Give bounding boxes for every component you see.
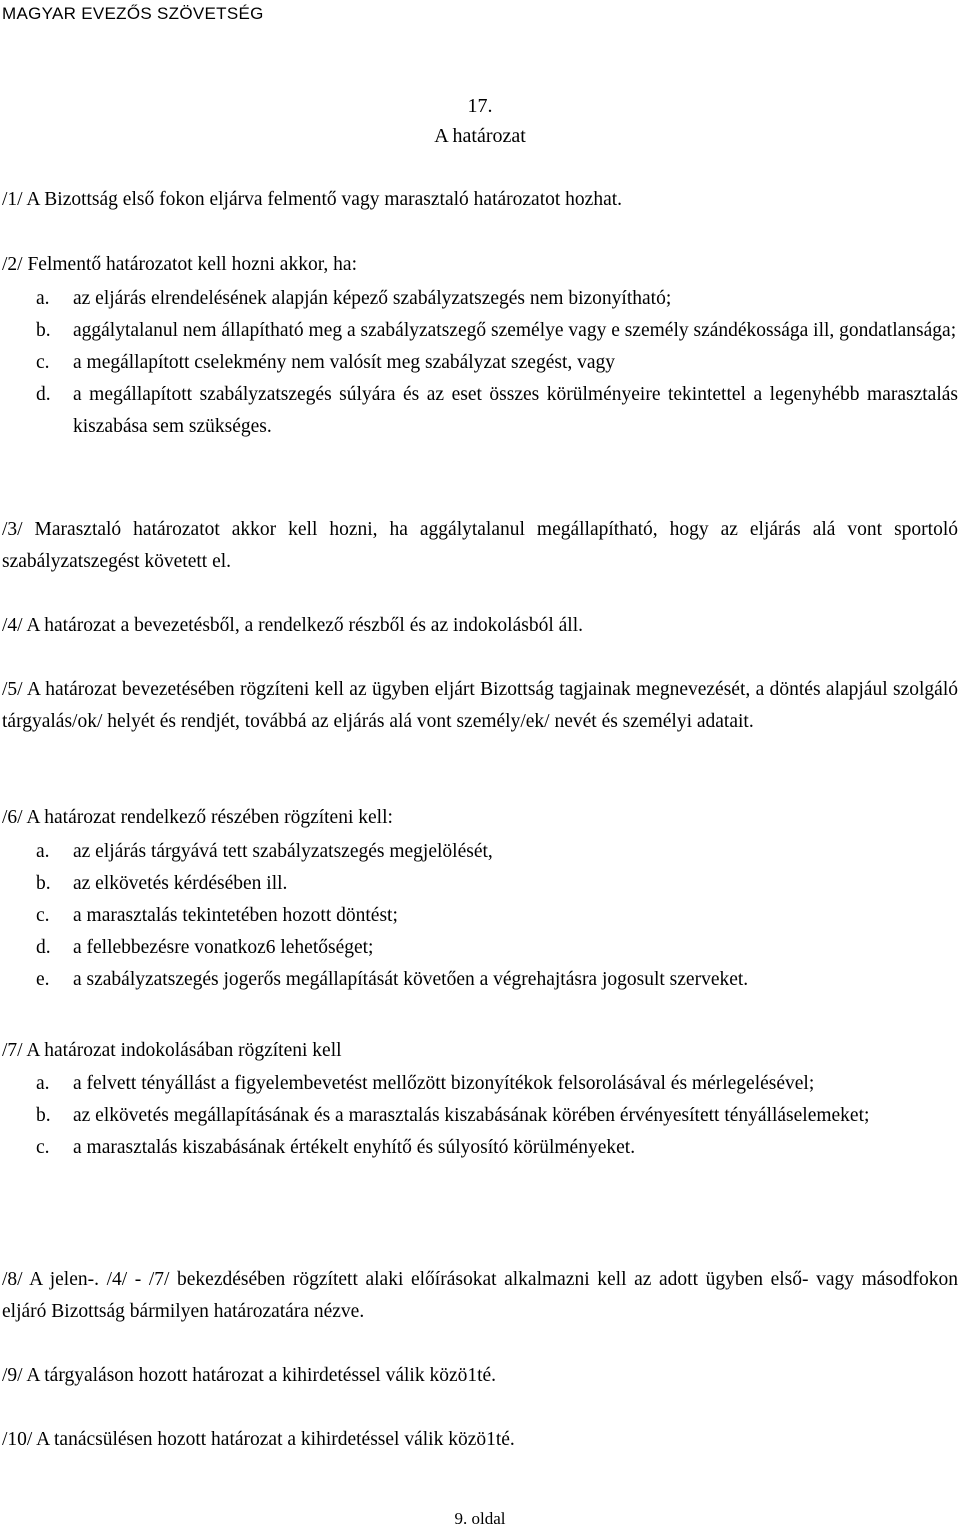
paragraph-5: /5/ A határozat bevezetésében rögzíteni kell az ügyben eljárt Bizottság tagjainak megnevezését, a döntés alapjául szolgáló tárgyalás/ok/ helyét és rendjét, továbbá az eljárás alá vont személy/ek/ nevét és személyi adatait. xyxy=(2,679,958,732)
list-item xyxy=(36,868,958,900)
list-marker: d. xyxy=(36,384,51,405)
list-marker: b. xyxy=(36,1105,51,1126)
list-item xyxy=(36,283,958,315)
list-item-text: az eljárás elrendelésének alapján képező szabályzatszegés nem bizonyítható; xyxy=(73,288,672,309)
list-item xyxy=(36,900,958,932)
list-marker: b. xyxy=(36,873,51,894)
paragraph-1: /1/ A Bizottság első fokon eljárva felmentő vagy marasztaló határozatot hozhat. xyxy=(2,189,623,210)
list-item xyxy=(36,315,958,347)
paragraph-7-list xyxy=(36,1068,958,1164)
list-item xyxy=(36,347,958,379)
list-marker: d. xyxy=(36,937,51,958)
list-item-text: a marasztalás tekintetében hozott döntést; xyxy=(73,905,398,926)
list-item-text: a szabályzatszegés jogerős megállapítását követően a végrehajtásra jogosult szerveket. xyxy=(73,969,749,990)
list-marker: c. xyxy=(36,352,50,373)
list-item-text: a fellebbezésre vonatkoz6 lehetőséget; xyxy=(73,937,374,958)
section-title: A határozat xyxy=(434,125,526,147)
list-marker: e. xyxy=(36,969,50,990)
list-item xyxy=(36,836,958,868)
paragraph-6: /6/ A határozat rendelkező részében rögzíteni kell: xyxy=(2,807,393,828)
list-item-text: a felvett tényállást a figyelembevetést mellőzött bizonyítékok felsorolásával és mérlegelésével; xyxy=(73,1073,815,1094)
paragraph-9: /9/ A tárgyaláson hozott határozat a kihirdetéssel válik közö1té. xyxy=(2,1365,497,1386)
list-item xyxy=(36,1100,958,1132)
paragraph-7: /7/ A határozat indokolásában rögzíteni kell xyxy=(2,1040,342,1061)
list-item-text: az elkövetés kérdésében ill. xyxy=(73,873,288,894)
list-item-text: az elkövetés megállapításának és a marasztalás kiszabásának körében érvényesített tényálláselemeket; xyxy=(73,1105,870,1126)
paragraph-3: /3/ Marasztaló határozatot akkor kell hozni, ha aggálytalanul megállapítható, hogy az eljárás alá vont sportoló szabályzatszegést követett el. xyxy=(2,519,958,572)
page-number: 9. oldal xyxy=(454,1509,506,1528)
list-marker: a. xyxy=(36,1073,50,1094)
document-header: MAGYAR EVEZŐS SZÖVETSÉG xyxy=(2,4,264,23)
list-item xyxy=(36,1132,958,1164)
list-item xyxy=(36,932,958,964)
paragraph-6-list xyxy=(36,836,958,996)
list-marker: a. xyxy=(36,288,50,309)
paragraph-4: /4/ A határozat a bevezetésből, a rendelkező részből és az indokolásból áll. xyxy=(2,615,583,636)
list-item-text: a megállapított szabályzatszegés súlyára és az eset összes körülményeire tekintettel a legenyhébb marasztalás kiszabása sem szükséges. xyxy=(73,384,958,437)
section-number: 17. xyxy=(467,95,493,117)
list-marker: a. xyxy=(36,841,50,862)
list-marker: c. xyxy=(36,905,50,926)
list-marker: b. xyxy=(36,320,51,341)
paragraph-8: /8/ A jelen-. /4/ - /7/ bekezdésében rögzített alaki előírásokat alkalmazni kell az adott ügyben első- vagy másodfokon eljáró Bizottság bármilyen határozatára nézve. xyxy=(2,1269,958,1322)
list-item-text: a marasztalás kiszabásának értékelt enyhítő és súlyosító körülményeket. xyxy=(73,1137,636,1158)
list-item xyxy=(36,379,958,443)
paragraph-2-list xyxy=(36,283,958,443)
list-item xyxy=(36,1068,958,1100)
list-item-text: a megállapított cselekmény nem valósít meg szabályzat szegést, vagy xyxy=(73,352,616,373)
list-item xyxy=(36,964,958,996)
paragraph-10: /10/ A tanácsülésen hozott határozat a kihirdetéssel válik közö1té. xyxy=(2,1429,515,1450)
list-item-text: aggálytalanul nem állapítható meg a szabályzatszegő személye vagy e személy szándékossága ill, gondatlansága; xyxy=(73,320,957,341)
list-marker: c. xyxy=(36,1137,50,1158)
paragraph-2: /2/ Felmentő határozatot kell hozni akkor, ha: xyxy=(2,254,357,275)
list-item-text: az eljárás tárgyává tett szabályzatszegés megjelölését, xyxy=(73,841,493,862)
